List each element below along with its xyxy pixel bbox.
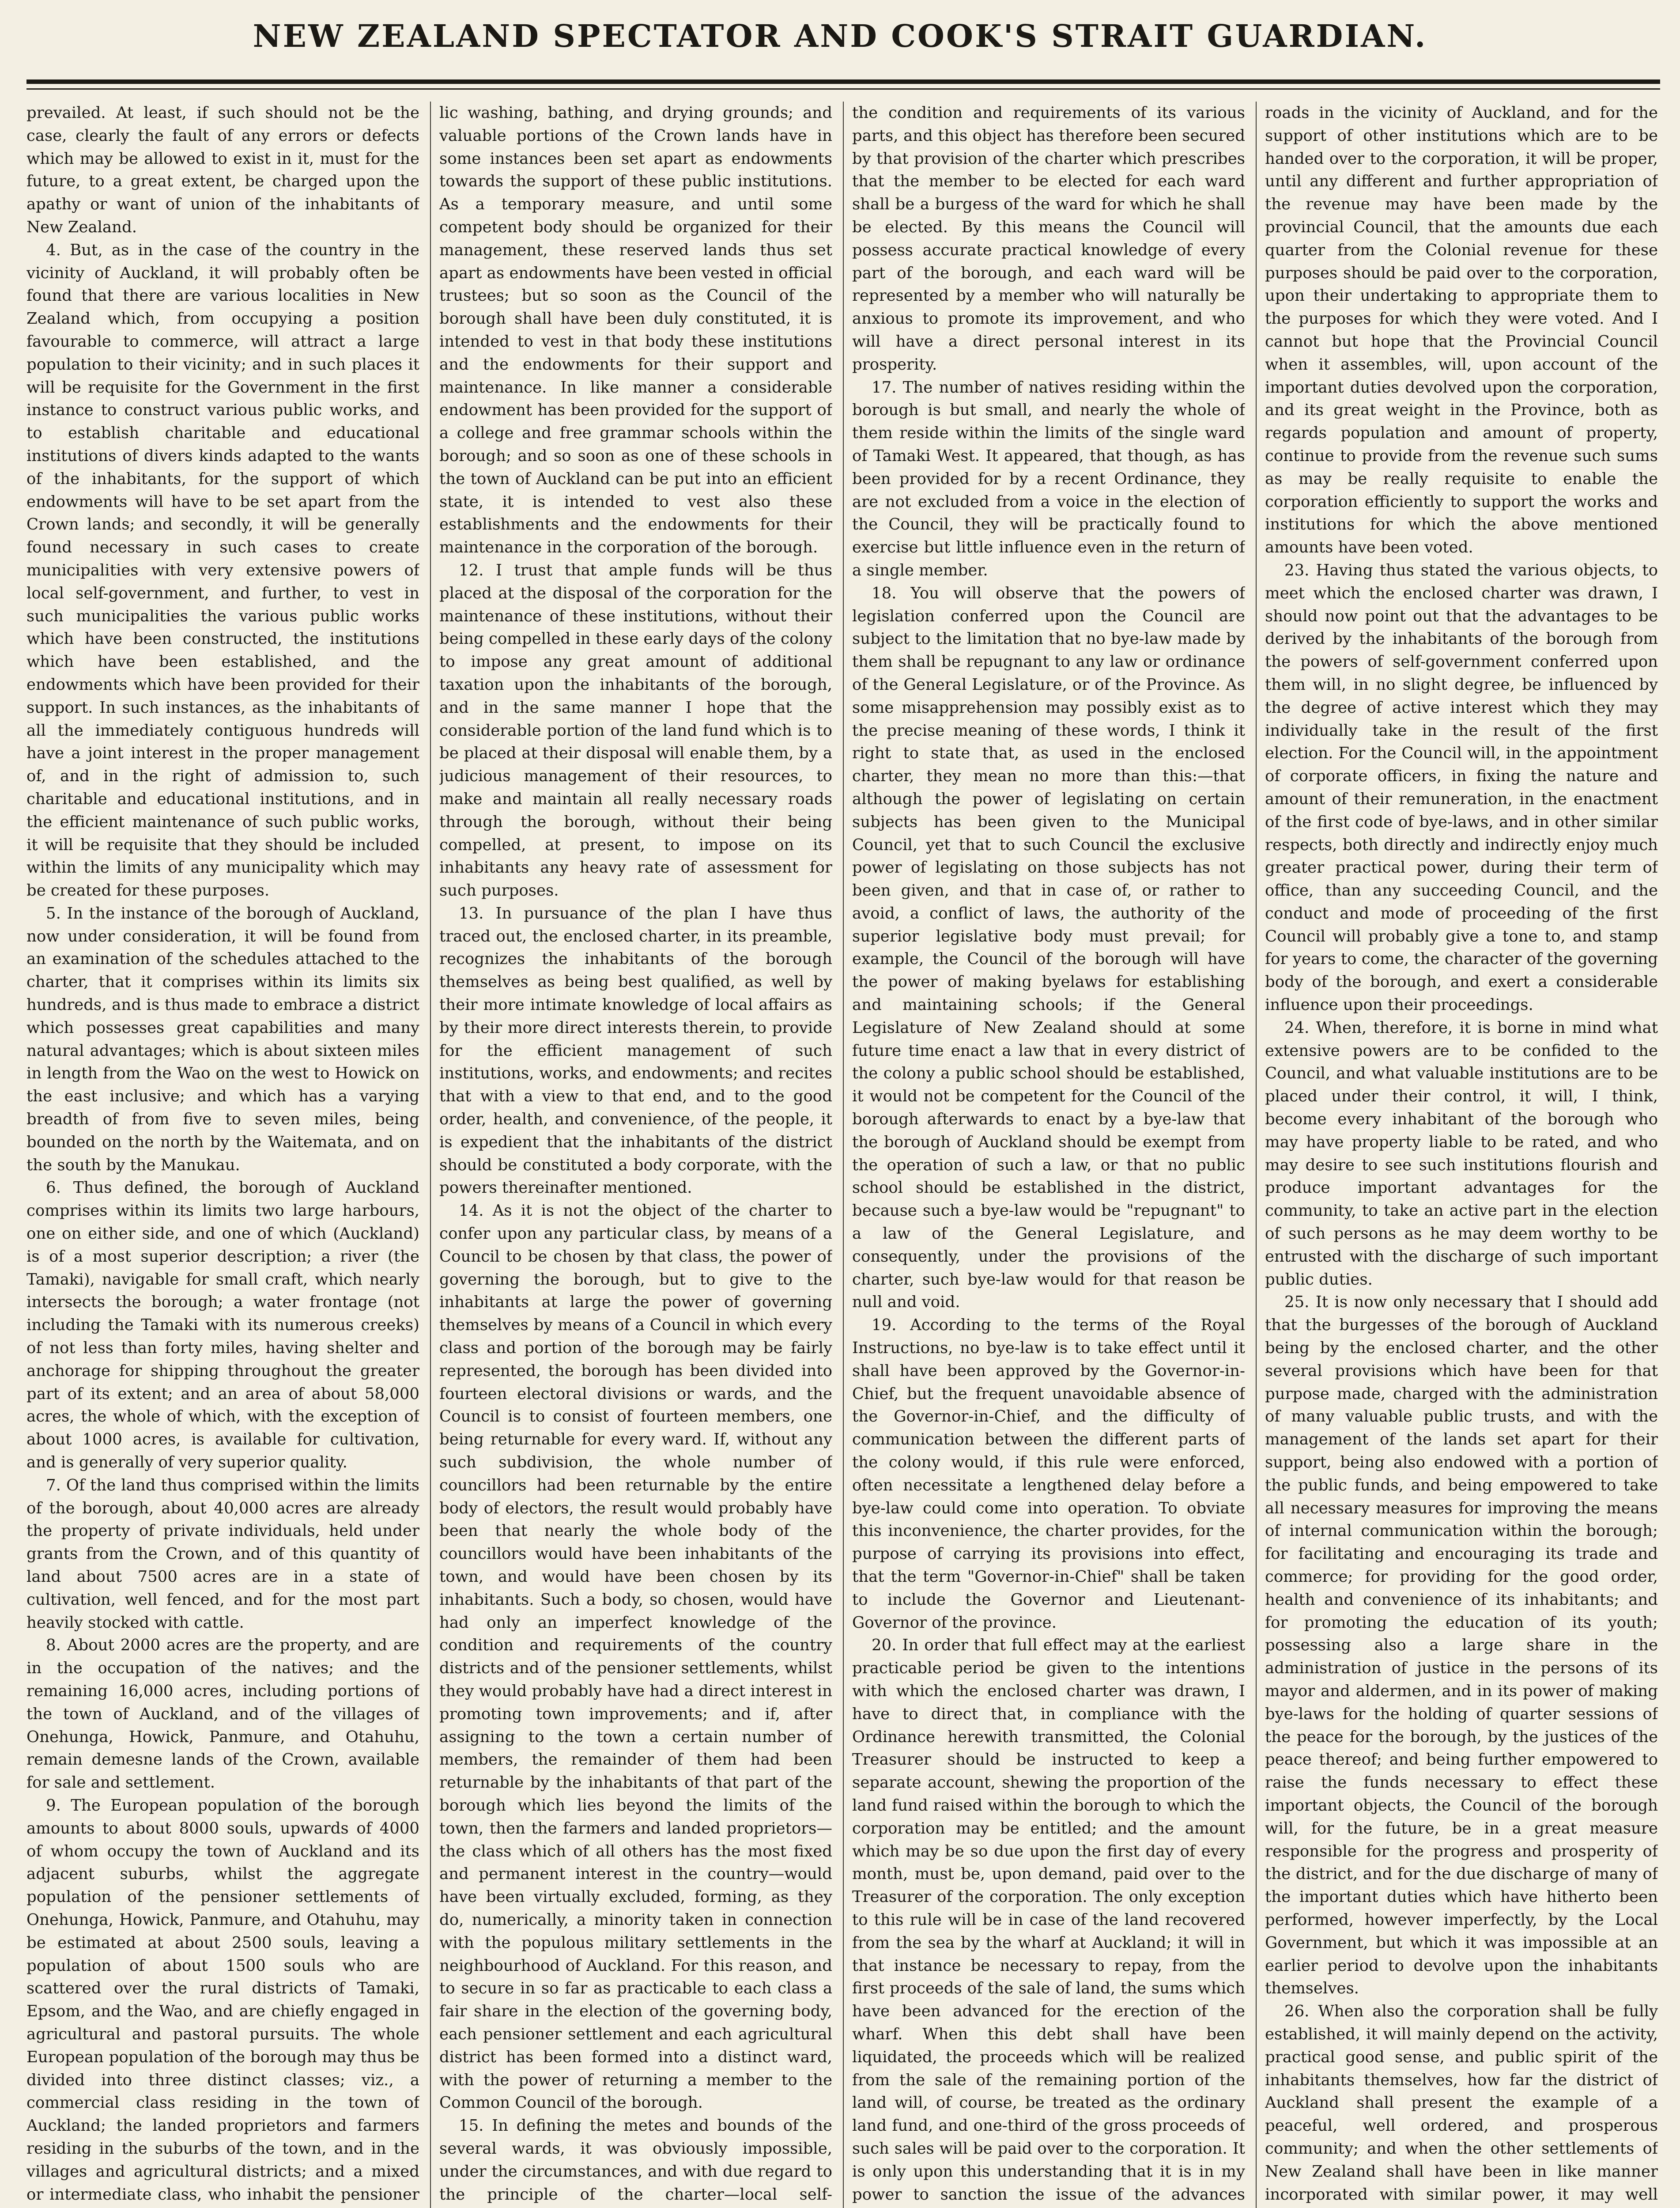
column-3 (852, 102, 1245, 2208)
column-4 (1265, 102, 1658, 2208)
column-divider (843, 102, 844, 2208)
paragraph: 20. In order that full effect may at the earliest practicable period be given to the intentions with which the enclosed charter was drawn, I have to direct that, in compliance with the Ordinance herewith transmitted, the Colonial Treasurer should be instructed to keep a separate account, shewing the proportion of the land fund raised within the borough to which the corporation may be entitled; and the amount which may be so due upon the first day of every month, must be, upon demand, paid over to the Treasurer of the corporation. The only exception to this rule will be in case of the land recovered from the sea by the wharf at Auckland; it will in that instance be necessary to repay, from the first proceeds of the sale of land, the sums which have been advanced for the erection of the wharf. When this debt shall have been liquidated, the proceeds which will be realized from the sale of the remaining portion of the land will, of course, be treated as the ordinary land fund, and one-third of the gross proceeds of such sales will be paid over to the corporation. It is only upon this understanding that it is in my power to sanction the issue of the advances (852, 1636, 1245, 2204)
paragraph: 19. According to the terms of the Royal Instructions, no bye-law is to take effect until it shall have been approved by the Governor-in-Chief, but the frequent unavoidable absence of the Governor-in-Chief, and the difficulty of communication between the different parts of the colony would, if this rule were enforced, often necessitate a lengthened delay before a bye-law could come into operation. To obviate this inconvenience, the charter provides, for the purpose of carrying its provisions into effect, that the term "Governor-in-Chief" shall be taken to include the Governor and Lieutenant-Governor of the province. (852, 1316, 1245, 1632)
paragraph: 7. Of the land thus comprised within the limits of the borough, about 40,000 acres are already the property of private individuals, held under grants from the Crown, and of this quantity of land about 7500 acres are in a state of cultivation, well fenced, and for the most part heavily stocked with cattle. (26, 1476, 419, 1632)
column-1 (26, 102, 419, 2208)
paragraph: 15. In defining the metes and bounds of the several wards, it was obviously impossible, under the circumstances, and with due regard to the principle of the charter—local self- (439, 2117, 832, 2204)
paragraph: the condition and requirements of its various parts, and this object has therefore been secured by that provision of the charter which prescribes that the member to be elected for each ward shall be a burgess of the ward for which he shall be elected. By this means the Council will possess accurate practical knowledge of every part of the borough, and each ward will be represented by a member who will naturally be anxious to promote its improvement, and who will have a direct personal interest in its prosperity. (852, 104, 1245, 374)
article-columns (26, 102, 1660, 2208)
masthead: NEW ZEALAND SPECTATOR AND COOK'S STRAIT GUARDIAN. (253, 18, 1427, 54)
paragraph: 18. You will observe that the powers of legislation conferred upon the Council are subject to the limitation that no bye-law made by them shall be repugnant to any law or ordinance of the General Legislature, or of the Province. As some misapprehension may possibly exist as to the precise meaning of these words, I think it right to state that, as used in the enclosed charter, they mean no more than this:—that although the power of legislating on certain subjects has been given to the Municipal Council, yet that to such Council the exclusive power of legislating on those subjects has not been given, and that in case of, or rather to avoid, a conflict of laws, the authority of the superior legislative body must prevail; for example, the Council of the borough will have the power of making byelaws for establishing and maintaining schools; if the General Legislature of New Zealand should at some future time enact a law that in every district of the colony a public school should be established, it would not be competent for the Council of the borough afterwards to enact by a bye-law that the borough of Auckland should be exempt from the operation of such a law, or that no public school should be established in the district, because such a bye-law would be "repugnant" to a law of the General Legislature, and consequently, under the provisions of the charter, such bye-law would for that reason be null and void. (852, 584, 1245, 1312)
column-divider (430, 102, 431, 2208)
paragraph: 23. Having thus stated the various objects, to meet which the enclosed charter was drawn, I should now point out that the advantages to be derived by the inhabitants of the borough from the powers of self-government conferred upon them will, in no slight degree, be influenced by the degree of active interest which they may individually take in the result of the first election. For the Council will, in the appointment of corporate officers, in fixing the nature and amount of their remuneration, in the enactment of the first code of bye-laws, and in other similar respects, both directly and indirectly enjoy much greater practical power, during their term of office, than any succeeding Council, and the conduct and mode of proceeding of the first Council will probably give a tone to, and stamp for years to come, the character of the governing body of the borough, and exert a considerable influence upon their proceedings. (1265, 561, 1658, 1014)
paragraph: 9. The European population of the borough amounts to about 8000 souls, upwards of 4000 of whom occupy the town of Auckland and its adjacent suburbs, whilst the aggregate population of the pensioner settlements of Onehunga, Howick, Panmure, and Otahuhu, may be estimated at about 2500 souls, leaving a population of about 1500 souls who are scattered over the rural districts of Tamaki, Epsom, and the Wao, and are chiefly engaged in agricultural and pastoral pursuits. The whole European population of the borough may thus be divided into three distinct classes; viz., a commercial class residing in the town of Auckland; the landed proprietors and farmers residing in the suburbs of the town, and in the villages and agricultural districts; and a mixed or intermediate class, who inhabit the pensioner (26, 1796, 419, 2204)
paragraph: 13. In pursuance of the plan I have thus traced out, the enclosed charter, in its preamble, recognizes the inhabitants of the borough themselves as being best qualified, as well by their more intimate knowledge of local affairs as by their more direct interests therein, to provide for the efficient management of such institutions, works, and endowments; and recites that with a view to that end, and to the good order, health, and convenience, of the people, it is expedient that the inhabitants of the district should be constituted a body corporate, with the powers thereinafter mentioned. (439, 904, 832, 1197)
paragraph: lic washing, bathing, and drying grounds; and valuable portions of the Crown lands have in some instances been set apart as endowments towards the support of these public institutions. As a temporary measure, and until some competent body should be organized for their management, these reserved lands thus set apart as endowments have been vested in official trustees; but so soon as the Council of the borough shall have been duly constituted, it is intended to vest in that body these institutions and the endowments for their support and maintenance. In like manner a considerable endowment has been provided for the support of a college and free grammar schools within the borough; and so soon as one of these schools in the town of Auckland can be put into an efficient state, it is intended to vest also these establishments and the endowments for their maintenance in the corporation of the borough. (439, 104, 832, 557)
paragraph: 5. In the instance of the borough of Auckland, now under consideration, it will be found from an examination of the schedules attached to the charter, that it comprises within its limits six hundreds, and is thus made to embrace a district which possesses great capabilities and many natural advantages; which is about sixteen miles in length from the Wao on the west to Howick on the east inclusive; and which has a varying breadth of from five to seven miles, being bounded on the north by the Waitemata, and on the south by the Manukau. (26, 904, 419, 1174)
paragraph: 6. Thus defined, the borough of Auckland comprises within its limits two large harbours, one on either side, and one of which (Auckland) is of a most superior description; a river (the Tamaki), navigable for small craft, which nearly intersects the borough; a water frontage (not including the Tamaki with its numerous creeks) of not less than forty miles, having shelter and anchorage for shipping throughout the greater part of its extent; and an area of about 58,000 acres, the whole of which, with the exception of about 1000 acres, is available for cultivation, and is generally of very superior quality. (26, 1179, 419, 1472)
paragraph: 12. I trust that ample funds will be thus placed at the disposal of the corporation for the maintenance of these institutions, without their being compelled in these early days of the colony to impose any great amount of additional taxation upon the inhabitants of the borough, and in the same manner I hope that the considerable portion of the land fund which is to be placed at their disposal will enable them, by a judicious management of their resources, to make and maintain all really necessary roads through the borough, without their being compelled, at present, to impose on its inhabitants any heavy rate of assessment for such purposes. (439, 561, 832, 900)
masthead-rule (26, 79, 1660, 84)
paragraph: 17. The number of natives residing within the borough is but small, and nearly the whole of them reside within the limits of the single ward of Tamaki West. It appeared, that though, as has been provided for by a recent Ordinance, they are not excluded from a voice in the election of the Council, they will be practically found to exercise but little influence even in the return of a single member. (852, 378, 1245, 579)
paragraph: 26. When also the corporation shall be fully established, it will mainly depend on the activity, practical good sense, and public spirit of the inhabitants themselves, how far the district of Auckland shall present the example of a peaceful, well ordered, and prosperous community; and when the other settlements of New Zealand shall have been in like manner incorporated with similar power, it may well (1265, 2002, 1658, 2204)
paragraph: 25. It is now only necessary that I should add that the burgesses of the borough of Auckland being by the enclosed charter, and the other several provisions which have been for that purpose made, charged with the administration of many valuable public trusts, and with the management of the lands set apart for their support, being also endowed with a portion of the public funds, and being empowered to take all necessary measures for improving the means of internal communication within the borough; for facilitating and encouraging its trade and commerce; for providing for the good order, health and convenience of its inhabitants; and for promoting the education of its youth; possessing also a large share in the administration of justice in the persons of its mayor and aldermen, and in its power of making bye-laws for the holding of quarter sessions of the peace for the borough, by the justices of the peace thereof; and being further empowered to raise the funds necessary to effect these important objects, the Council of the borough will, for the future, be in a great measure responsible for the progress and prosperity of the district, and for the due discharge of many of the important duties which have hitherto been performed, however imperfectly, by the Local Government, but which it was impossible at an earlier period to devolve upon the inhabitants themselves. (1265, 1293, 1658, 1998)
column-2 (439, 102, 832, 2208)
paragraph: prevailed. At least, if such should not be the case, clearly the fault of any errors or defects which may be allowed to exist in it, must for the future, to a great extent, be charged upon the apathy or want of union of the inhabitants of New Zealand. (26, 104, 419, 236)
paragraph: 24. When, therefore, it is borne in mind what extensive powers are to be confided to the Council, and what valuable institutions are to be placed under their control, it will, I think, become every inhabitant of the borough who may have property liable to be rated, and who may desire to see such institutions flourish and produce important advantages for the community, to take an active part in the election of such persons as he may deem worthy to be entrusted with the discharge of such important public duties. (1265, 1018, 1658, 1289)
column-divider (1256, 102, 1257, 2208)
paragraph: 4. But, as in the case of the country in the vicinity of Auckland, it will probably often be found that there are various localities in New Zealand which, from occupying a position favourable to commerce, will attract a large population to their vicinity; and in such places it will be requisite for the Government in the first instance to construct various public works, and to establish charitable and educational institutions of divers kinds adapted to the wants of the inhabitants, for the support of which endowments will have to be set apart from the Crown lands; and secondly, it will be generally found necessary in such cases to create municipalities with very extensive powers of local self-government, and further, to vest in such municipalities the various public works which have been constructed, the institutions which have been established, and the endowments which have been provided for their support. In such instances, as the inhabitants of all the immediately contiguous hundreds will have a joint interest in the proper management of, and in the right of admission to, such charitable and educational institutions, and in the efficient maintenance of such public works, it will be requisite that they should be included within the limits of any municipality which may be created for these purposes. (26, 241, 419, 900)
masthead-rule-thin (26, 88, 1660, 90)
paragraph: roads in the vicinity of Auckland, and for the support of other institutions which are to be handed over to the corporation, it will be proper, until any different and further appropriation of the revenue may have been made by the provincial Council, that the amounts due each quarter from the Colonial revenue for these purposes should be paid over to the corporation, upon their undertaking to appropriate them to the purposes for which they were voted. And I cannot but hope that the Provincial Council when it assembles, will, upon account of the important duties devolved upon the corporation, and its great weight in the Province, both as regards population and amount of property, continue to provide from the revenue such sums as may be really requisite to enable the corporation efficiently to support the works and institutions for which the above mentioned amounts have been voted. (1265, 104, 1658, 557)
paragraph: 8. About 2000 acres are the property, and are in the occupation of the natives; and the remaining 16,000 acres, including portions of the town of Auckland, and of the villages of Onehunga, Howick, Panmure, and Otahuhu, remain demesne lands of the Crown, available for sale and settlement. (26, 1636, 419, 1792)
paragraph: 14. As it is not the object of the charter to confer upon any particular class, by means of a Council to be chosen by that class, the power of governing the borough, but to give to the inhabitants at large the power of governing themselves by means of a Council in which every class and portion of the borough may be fairly represented, the borough has been divided into fourteen electoral divisions or wards, and the Council is to consist of fourteen members, one being returnable for every ward. If, without any such subdivision, the whole number of councillors had been returnable by the entire body of electors, the result would probably have been that nearly the whole body of the councillors would have been inhabitants of the town, and would have been chosen by its inhabitants. Such a body, so chosen, would have had only an imperfect knowledge of the condition and requirements of the country districts and of the pensioner settlements, whilst they would probably have had a direct interest in promoting town improvements; and if, after assigning to the town a certain number of members, the remainder of them had been returnable by the inhabitants of that part of the borough which lies beyond the limits of the town, then the farmers and landed proprietors—the class which of all others has the most fixed and permanent interest in the country—would have been virtually excluded, forming, as they do, numerically, a minority taken in connection with the populous military settlements in the neighbourhood of Auckland. For this reason, and to secure in so far as practicable to each class a fair share in the election of the governing body, each pensioner settlement and each agricultural district has been formed into a distinct ward, with the power of returning a member to the Common Council of the borough. (439, 1202, 832, 2112)
